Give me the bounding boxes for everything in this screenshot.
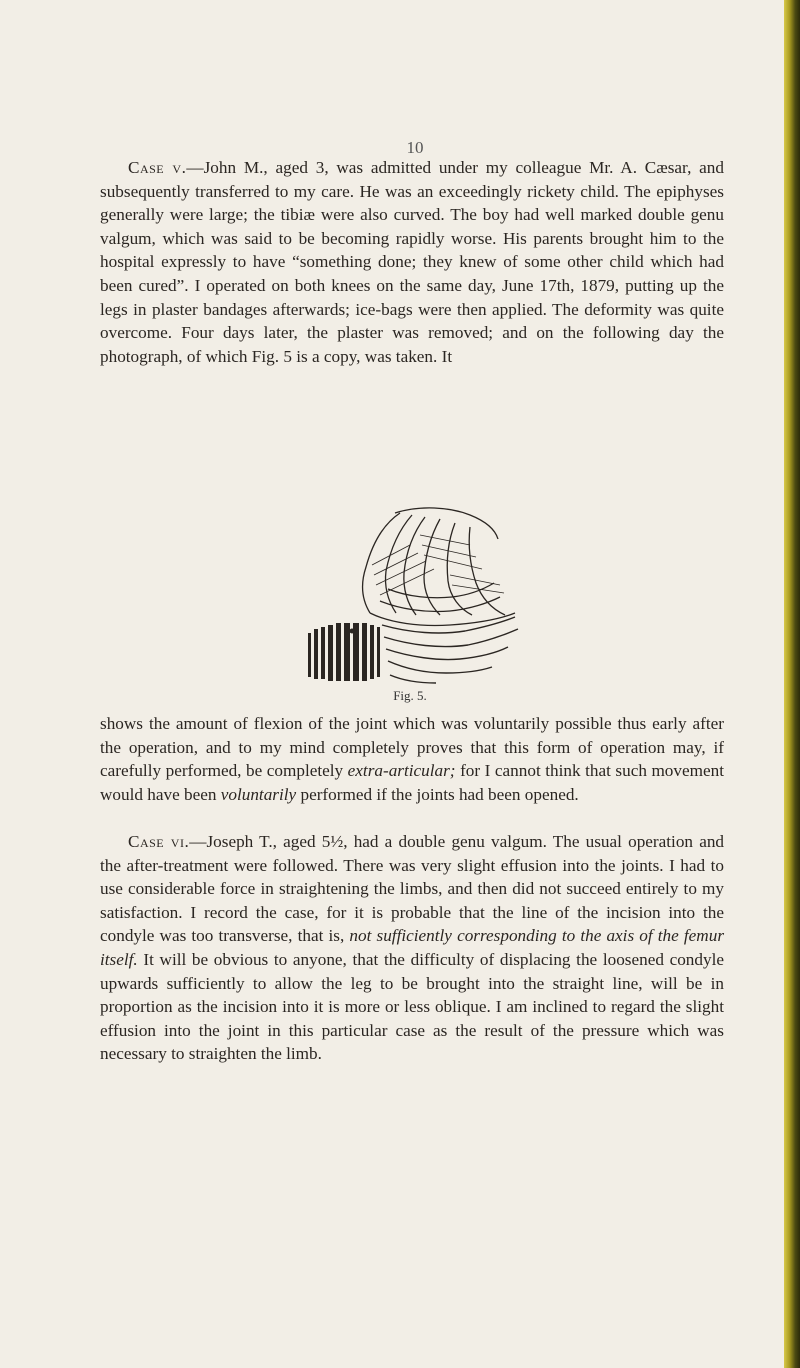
figure-caption: Fig. 5. <box>393 688 427 703</box>
figure-5-illustration <box>300 505 525 690</box>
paragraph-case-6 <box>100 830 724 1066</box>
paragraph-case-5 <box>100 156 724 368</box>
feet-hatching <box>308 623 380 681</box>
page-number: 10 <box>406 138 424 157</box>
case-6-label: Case vi. <box>128 832 190 851</box>
paragraph-continuation <box>100 712 724 806</box>
emphasis-extra-articular: extra-articular; <box>347 761 456 781</box>
text-segment: for I cannot think that such movement would have been <box>100 761 724 804</box>
text-segment: shows the amount of flexion of the joint which was voluntarily possible thus early after the operation, and to my mind completely proves that this form of operation may, if carefully performed, be completely <box>100 714 724 781</box>
case-5-label: Case v. <box>128 158 187 177</box>
case-5-text: —John M., aged 3, was admitted under my colleague Mr. A. Cæsar, and subsequently transferred to my care. He was an exceedingly rickety child. The epiphyses generally were large; the tibiæ were also curved. The boy had well marked double genu valgum, which was said to be becoming rapidly worse. His parents brought him to the hospital expressly to have “something done; they knew of some other child which had been cured”. I operated on both knees on the same day, June 17th, 1879, putting up the legs in plaster bandages afterwards; ice-bags were then applied. The deformity was quite overcome. Four days later, the plaster was removed; and on the following day the photograph, of which Fig. 5 is a copy, was taken. It <box>100 158 724 366</box>
thigh-outline-top <box>395 508 498 539</box>
text-segment: —Joseph T., aged 5½, had a double genu valgum. The usual operation and the after-treatment were followed. There was very slight effusion into the joints. I had to use considerable force in straightening the limbs, and then did not succeed entirely to my satisfaction. I record the case, for it is probable that the line of the incision into the condyle was too transverse, that is, <box>100 832 725 946</box>
emphasis-axis: not sufficiently corresponding to the axis of the femur itself. <box>100 926 725 969</box>
page-edge <box>784 0 800 1368</box>
emphasis-voluntarily: voluntarily <box>220 784 297 804</box>
text-segment: It will be obvious to anyone, that the difficulty of displacing the loosened condyle upwards sufficiently to allow the leg to be brought into the straight line, will be in proportion as the incision into it is more or less oblique. I am inclined to regard the slight effusion into the joint in this particular case as the result of the pressure which was necessary to straighten the limb. <box>100 949 724 1064</box>
thigh-outline-left <box>363 513 400 613</box>
text-segment: performed if the joints had been opened. <box>296 784 579 804</box>
